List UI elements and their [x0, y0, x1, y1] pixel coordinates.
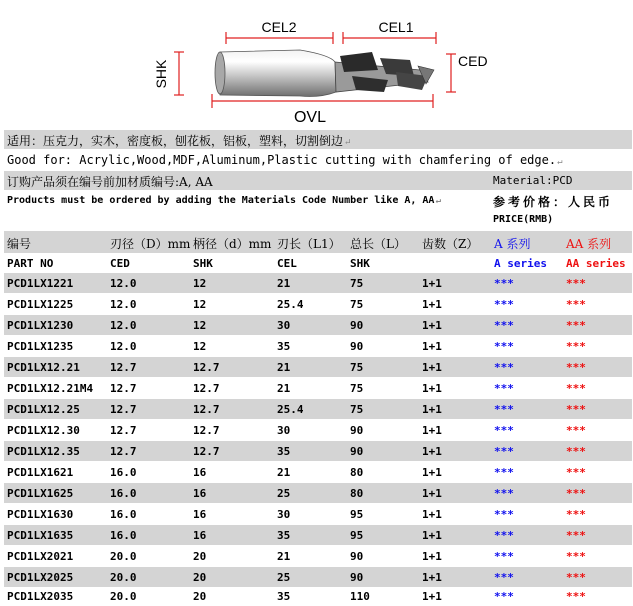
cell-aa-price: ***: [566, 571, 586, 584]
cell-ced: 16.0: [110, 529, 137, 542]
header-en-part: PART NO: [7, 257, 54, 270]
cell-cel: 25: [277, 487, 291, 500]
cell-aa-price: ***: [566, 361, 586, 374]
cell-cel: 25: [277, 571, 291, 584]
cell-ovl: 90: [350, 550, 364, 563]
material-label: Material:PCD: [493, 174, 573, 187]
cell-aa-price: ***: [566, 590, 586, 603]
table-row: [4, 483, 632, 503]
cell-a-price: ***: [494, 361, 514, 374]
header-cn-ced: 刃径（D）mm: [110, 237, 191, 251]
header-cn-ovl: 总长（L）: [350, 237, 406, 251]
cell-a-price: ***: [494, 508, 514, 521]
order-cn-row: [4, 171, 632, 190]
header-cn-z: 齿数（Z）: [422, 237, 479, 251]
cell-ovl: 75: [350, 298, 364, 311]
cell-aa-price: ***: [566, 403, 586, 416]
cell-ced: 20.0: [110, 590, 137, 603]
order-en-text: Products must be ordered by adding the Materials Code Number like A, AA: [7, 195, 435, 206]
cell-aa-price: ***: [566, 508, 586, 521]
cell-part: PCD1LX12.35: [7, 445, 80, 458]
header-en-a: A series: [494, 257, 547, 270]
cell-cel: 25.4: [277, 403, 304, 416]
cel1-label: CEL1: [378, 19, 414, 35]
header-en-ovl: SHK: [350, 257, 370, 270]
cell-aa-price: ***: [566, 466, 586, 479]
cell-shk: 12.7: [193, 361, 220, 374]
usage-cn-text: 适用：压克力，实木，密度板，刨花板，铝板，塑料，切割倒边: [7, 134, 344, 148]
cell-ced: 16.0: [110, 466, 137, 479]
cell-a-price: ***: [494, 403, 514, 416]
cell-ovl: 75: [350, 382, 364, 395]
ovl-label: OVL: [293, 109, 327, 126]
cell-ovl: 75: [350, 361, 364, 374]
cell-part: PCD1LX1621: [7, 466, 74, 479]
cell-part: PCD1LX1635: [7, 529, 74, 542]
cell-cel: 21: [277, 277, 291, 290]
cell-z: 1+1: [422, 424, 442, 437]
cell-cel: 35: [277, 340, 291, 353]
table-row: [4, 294, 632, 314]
usage-cn-row: 适用：压克力，实木，密度板，刨花板，铝板，塑料，切割倒边↵: [4, 130, 632, 149]
order-en-row: Products must be ordered by adding the Materials Code Number like A, AA↵ 参考价格：人民币: [7, 195, 614, 209]
table-header-cn: [4, 231, 632, 253]
cell-aa-price: ***: [566, 298, 586, 311]
table-row: [4, 273, 632, 293]
table-row: [4, 420, 632, 440]
table-row: [4, 586, 632, 606]
cell-shk: 16: [193, 487, 207, 500]
price-en-label: PRICE(RMB): [493, 214, 554, 225]
cell-aa-price: ***: [566, 487, 586, 500]
cell-cel: 21: [277, 361, 291, 374]
cell-shk: 12: [193, 298, 207, 311]
cell-ovl: 90: [350, 571, 364, 584]
cell-ovl: 80: [350, 466, 364, 479]
cell-ovl: 110: [350, 590, 370, 603]
cell-aa-price: ***: [566, 424, 586, 437]
cell-a-price: ***: [494, 277, 514, 290]
ced-label: CED: [458, 53, 488, 69]
cell-ovl: 90: [350, 445, 364, 458]
cell-a-price: ***: [494, 424, 514, 437]
cell-ovl: 95: [350, 529, 364, 542]
table-row: [4, 441, 632, 461]
cell-part: PCD1LX1625: [7, 487, 74, 500]
tool-drawing-svg: [0, 0, 633, 128]
usage-en-text: Good for: Acrylic,Wood,MDF,Aluminum,Plastic cutting with chamfering of edge.: [7, 153, 557, 167]
shk-label: SHK: [153, 59, 169, 89]
price-en-row: [4, 213, 632, 229]
table-header-en: [4, 253, 632, 273]
cell-part: PCD1LX12.21: [7, 361, 80, 374]
table-row: [4, 336, 632, 356]
cell-aa-price: ***: [566, 529, 586, 542]
header-en-shk: SHK: [193, 257, 213, 270]
cell-ced: 16.0: [110, 487, 137, 500]
cell-part: PCD1LX1221: [7, 277, 74, 290]
cell-ovl: 75: [350, 277, 364, 290]
cell-shk: 12.7: [193, 403, 220, 416]
cell-aa-price: ***: [566, 277, 586, 290]
header-cn-cel: 刃长（L1）: [277, 237, 341, 251]
table-row: [4, 546, 632, 566]
cell-cel: 21: [277, 382, 291, 395]
header-en-aa: AA series: [566, 257, 626, 270]
price-cn-label: 参考价格：人民币: [493, 195, 614, 209]
cell-z: 1+1: [422, 529, 442, 542]
cell-a-price: ***: [494, 487, 514, 500]
cell-ced: 12.0: [110, 298, 137, 311]
cell-ovl: 90: [350, 319, 364, 332]
cell-ced: 12.7: [110, 382, 137, 395]
cell-cel: 21: [277, 466, 291, 479]
cell-shk: 16: [193, 508, 207, 521]
cell-a-price: ***: [494, 466, 514, 479]
cell-ced: 12.0: [110, 277, 137, 290]
cell-shk: 20: [193, 571, 207, 584]
cell-cel: 35: [277, 445, 291, 458]
tool-drawing: [0, 0, 633, 128]
header-cn-shk: 柄径（d）mm: [193, 237, 272, 251]
cell-z: 1+1: [422, 319, 442, 332]
cell-z: 1+1: [422, 466, 442, 479]
cell-cel: 30: [277, 424, 291, 437]
cell-z: 1+1: [422, 403, 442, 416]
cell-shk: 12.7: [193, 445, 220, 458]
cell-aa-price: ***: [566, 445, 586, 458]
cell-a-price: ***: [494, 319, 514, 332]
cell-z: 1+1: [422, 550, 442, 563]
table-row: [4, 357, 632, 377]
insert-1: [340, 52, 378, 72]
cell-shk: 20: [193, 590, 207, 603]
cell-cel: 30: [277, 508, 291, 521]
cell-part: PCD1LX1235: [7, 340, 74, 353]
cell-ced: 12.0: [110, 319, 137, 332]
cell-ovl: 95: [350, 508, 364, 521]
cell-shk: 12: [193, 277, 207, 290]
header-en-ced: CED: [110, 257, 130, 270]
header-cn-part: 编号: [7, 237, 32, 251]
cell-shk: 12: [193, 319, 207, 332]
cell-shk: 16: [193, 466, 207, 479]
table-row: [4, 504, 632, 524]
cell-aa-price: ***: [566, 340, 586, 353]
cell-part: PCD1LX12.25: [7, 403, 80, 416]
cell-ced: 12.7: [110, 424, 137, 437]
cell-ced: 12.0: [110, 340, 137, 353]
cell-z: 1+1: [422, 487, 442, 500]
cell-z: 1+1: [422, 340, 442, 353]
cell-z: 1+1: [422, 571, 442, 584]
cell-ced: 12.7: [110, 361, 137, 374]
cell-ced: 12.7: [110, 403, 137, 416]
cell-a-price: ***: [494, 445, 514, 458]
cell-ced: 20.0: [110, 571, 137, 584]
cell-ced: 12.7: [110, 445, 137, 458]
cell-ced: 20.0: [110, 550, 137, 563]
cell-a-price: ***: [494, 298, 514, 311]
cell-ovl: 90: [350, 424, 364, 437]
cell-ovl: 90: [350, 340, 364, 353]
cell-a-price: ***: [494, 340, 514, 353]
shank-end: [215, 52, 225, 94]
cell-aa-price: ***: [566, 550, 586, 563]
table-row: [4, 525, 632, 545]
cell-part: PCD1LX2035: [7, 590, 74, 603]
cell-aa-price: ***: [566, 382, 586, 395]
cell-z: 1+1: [422, 298, 442, 311]
cell-shk: 20: [193, 550, 207, 563]
cell-z: 1+1: [422, 382, 442, 395]
table-row: [4, 378, 632, 398]
cell-z: 1+1: [422, 590, 442, 603]
cell-z: 1+1: [422, 508, 442, 521]
cell-part: PCD1LX12.30: [7, 424, 80, 437]
cell-part: PCD1LX1225: [7, 298, 74, 311]
cell-a-price: ***: [494, 382, 514, 395]
cell-part: PCD1LX1230: [7, 319, 74, 332]
cell-a-price: ***: [494, 529, 514, 542]
table-row: [4, 462, 632, 482]
cell-cel: 35: [277, 590, 291, 603]
cell-aa-price: ***: [566, 319, 586, 332]
table-row: [4, 315, 632, 335]
cell-cel: 25.4: [277, 298, 304, 311]
cell-z: 1+1: [422, 445, 442, 458]
cell-part: PCD1LX12.21M4: [7, 382, 94, 395]
cell-shk: 12.7: [193, 382, 220, 395]
cell-shk: 12: [193, 340, 207, 353]
order-cn-text: 订购产品须在编号前加材质编号:A, AA: [7, 175, 213, 189]
cell-z: 1+1: [422, 277, 442, 290]
cell-cel: 21: [277, 550, 291, 563]
cell-a-price: ***: [494, 590, 514, 603]
shank-shape: [217, 50, 336, 97]
cell-ovl: 75: [350, 403, 364, 416]
header-cn-aa: AA 系列: [566, 237, 612, 251]
cell-shk: 12.7: [193, 424, 220, 437]
cell-z: 1+1: [422, 361, 442, 374]
cell-part: PCD1LX2021: [7, 550, 74, 563]
cel2-label: CEL2: [261, 19, 297, 35]
cell-cel: 35: [277, 529, 291, 542]
cell-a-price: ***: [494, 571, 514, 584]
cell-ced: 16.0: [110, 508, 137, 521]
table-row: [4, 567, 632, 587]
cell-shk: 16: [193, 529, 207, 542]
usage-en-row: Good for: Acrylic,Wood,MDF,Aluminum,Plastic cutting with chamfering of edge.↵: [7, 153, 563, 167]
header-en-cel: CEL: [277, 257, 297, 270]
cell-cel: 30: [277, 319, 291, 332]
cell-part: PCD1LX1630: [7, 508, 74, 521]
table-row: [4, 399, 632, 419]
cell-ovl: 80: [350, 487, 364, 500]
header-cn-a: A 系列: [494, 237, 531, 251]
cell-part: PCD1LX2025: [7, 571, 74, 584]
cell-a-price: ***: [494, 550, 514, 563]
